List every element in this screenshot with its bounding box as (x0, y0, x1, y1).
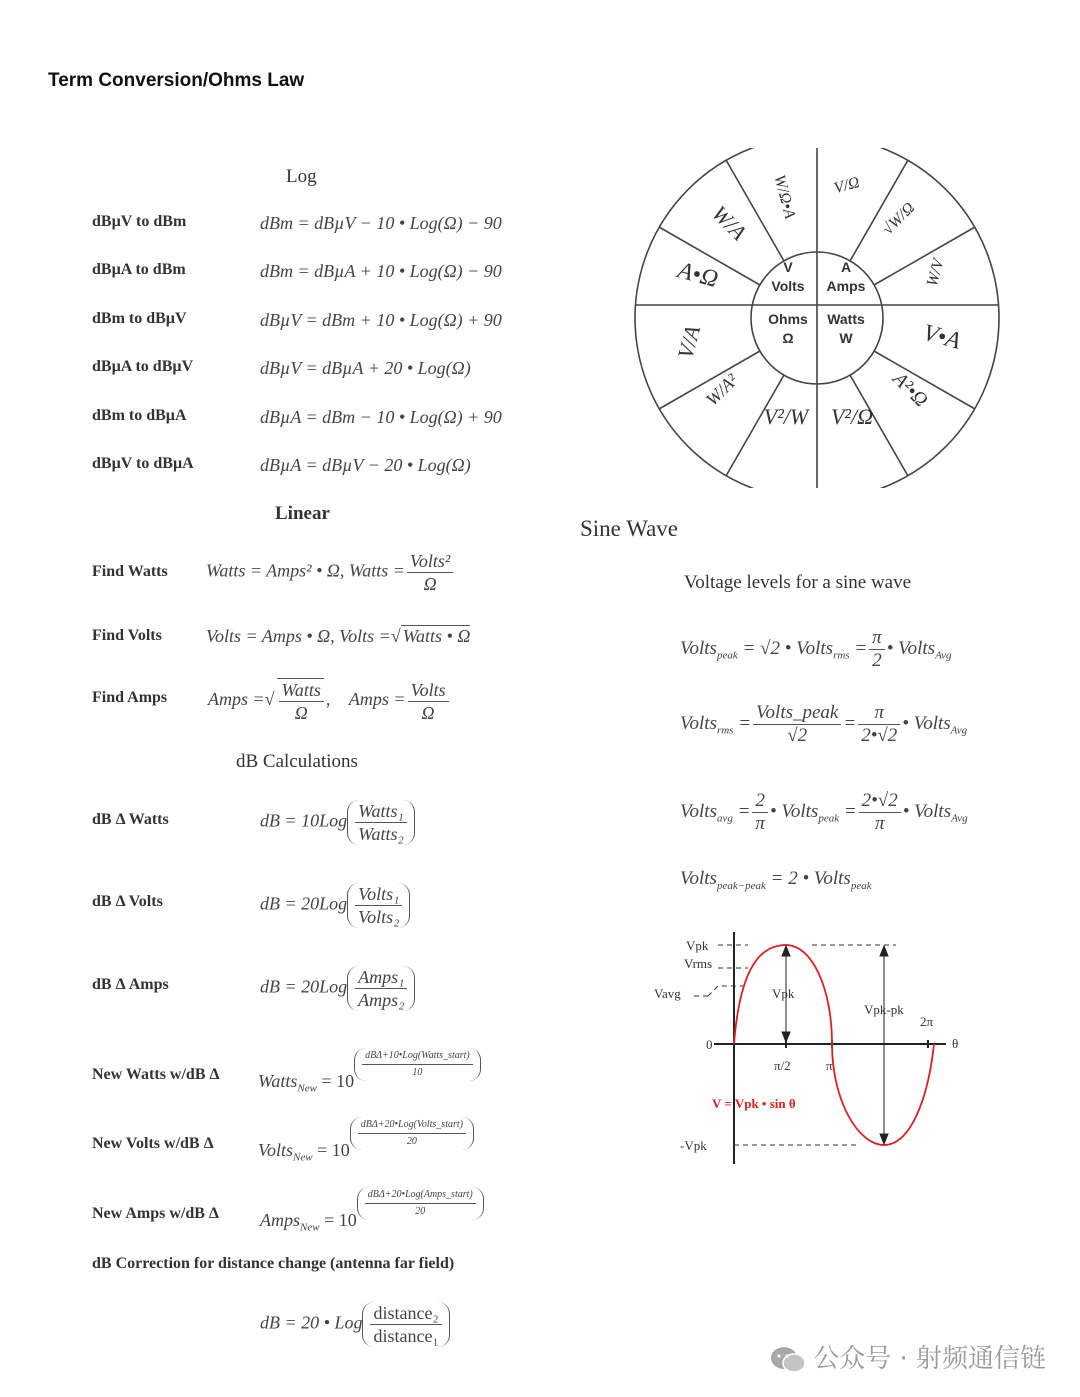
label-pi: π (826, 1058, 833, 1073)
label-zero: 0 (706, 1037, 713, 1052)
log-label-1: dBµV to dBm (92, 213, 187, 230)
db-volts-label: dB Δ Volts (92, 893, 163, 910)
wheel-seg-v2-over-w: V²/W (763, 404, 809, 429)
sine-title: Sine Wave (580, 516, 679, 541)
find-amps-eq: Amps =√ $\frac{\text{Watts}}{\Omega}$ , Amps = $\frac{\text{Volts}}{\Omega}$ (208, 678, 451, 724)
wheel-center-watts: Watts (827, 311, 865, 327)
label-vpk-inner: Vpk (772, 986, 795, 1001)
wheel-seg-a-omega: A•Ω (674, 257, 721, 294)
log-label-5: dBm to dBµA (92, 407, 187, 424)
log-label-2: dBµA to dBm (92, 261, 186, 278)
sine-subtitle: Voltage levels for a sine wave (684, 572, 912, 593)
wheel-center-omega: Ω (782, 330, 794, 346)
sine-eq-4: Volts$_{peak-peak}$ = 2 • Volts$_{peak}$ (680, 868, 872, 892)
wheel-seg-v-a: V•A (920, 319, 964, 355)
wheel-seg-w-over-v: W/V (923, 257, 948, 289)
sine-eq-2: Volts$_{rms}$ = $\frac{\text{Volts\_peak}}{√2}$ = $\frac{\pi}{2•√2}$ • Volts$_{Avg}$ (680, 702, 968, 746)
sine-eq-3: Volts$_{avg}$ = $\frac{2}{\pi}$ • Volts$_{peak}$ = $\frac{2•√2}{\pi}$ • Volts$_{Avg}$ (680, 790, 968, 834)
wheel-seg-w-over-omega-a: W/Ω•A (770, 173, 799, 221)
label-two-pi: 2π (920, 1014, 934, 1029)
linear-heading: Linear (275, 503, 330, 524)
log-label-4: dBµA to dBµV (92, 358, 194, 375)
log-eq-6: dBµA = dBµV − 20 • Log(Ω) (260, 455, 471, 475)
wheel-center-v: V (783, 259, 793, 275)
watermark: 公众号 · 射频通信链 (769, 1338, 1046, 1375)
db-watts-label: dB Δ Watts (92, 811, 169, 828)
new-volts-eq: Volts$_{New}$ = 10 $\frac{\text{dBΔ+20•Log(Volts\_start)}}{20}$ (258, 1117, 474, 1150)
db-amps-eq: dB = 20Log $\frac{\text{Amps₁}}{\text{Amps₂}}$ (260, 966, 415, 1011)
log-heading: Log (286, 166, 317, 187)
wheel-seg-v-over-omega: V/Ω (832, 174, 862, 198)
log-eq-4: dBµV = dBµA + 20 • Log(Ω) (260, 358, 471, 378)
wheel-center-amps: Amps (826, 278, 866, 294)
label-neg-vpk: -Vpk (680, 1138, 707, 1153)
log-label-6: dBµV to dBµA (92, 455, 194, 472)
label-vpk: Vpk (686, 938, 709, 953)
wechat-icon (769, 1345, 807, 1375)
find-watts-label: Find Watts (92, 563, 168, 580)
wheel-seg-sqrt-w-over-omega: √W/Ω (879, 199, 919, 239)
sine-eq-1: Volts$_{peak}$ = √2 • Volts$_{rms}$ = $\frac{\pi}{2}$ • Volts$_{Avg}$ (680, 627, 952, 671)
log-eq-1: dBm = dBµV − 10 • Log(Ω) − 90 (260, 213, 502, 233)
wheel-seg-w-over-a2: W/A² (701, 369, 742, 410)
new-watts-label: New Watts w/dB Δ (92, 1066, 220, 1083)
find-volts-label: Find Volts (92, 627, 162, 644)
wheel-seg-v-over-a: V/A (672, 322, 706, 362)
ohms-law-wheel (630, 148, 1006, 488)
log-eq-2: dBm = dBµA + 10 • Log(Ω) − 90 (260, 261, 502, 281)
wheel-seg-v2-over-omega: V²/Ω (830, 404, 874, 429)
wheel-seg-w-over-a: W/A (707, 200, 752, 245)
wheel-center-ohms: Ohms (768, 311, 808, 327)
db-amps-label: dB Δ Amps (92, 976, 169, 993)
find-watts-eq: Watts = Amps² • Ω, Watts = $\frac{\text{Volts²}}{\Omega}$ (206, 550, 455, 595)
page-title: Term Conversion/Ohms Law (48, 70, 305, 91)
new-watts-eq: Watts$_{New}$ = 10 $\frac{\text{dBΔ+10•Log(Watts\_start)}}{10}$ (258, 1048, 481, 1081)
new-volts-label: New Volts w/dB Δ (92, 1135, 214, 1152)
label-vavg: Vavg (654, 986, 681, 1001)
log-eq-3: dBµV = dBm + 10 • Log(Ω) + 90 (260, 310, 502, 330)
wheel-center-volts: Volts (771, 278, 805, 294)
db-calc-heading: dB Calculations (236, 751, 358, 772)
wheel-center-w: W (839, 330, 853, 346)
find-volts-eq: Volts = Amps • Ω, Volts =√ Watts • Ω (206, 626, 471, 646)
label-theta: θ (952, 1036, 959, 1051)
label-vrms: Vrms (684, 956, 713, 971)
log-label-3: dBm to dBµV (92, 310, 187, 327)
label-pi-half: π/2 (774, 1058, 791, 1073)
distance-heading: dB Correction for distance change (antenna far field) (92, 1255, 455, 1272)
log-eq-5: dBµA = dBm − 10 • Log(Ω) + 90 (260, 407, 502, 427)
db-watts-eq: dB = 10Log $\frac{\text{Watts₁}}{\text{Watts₂}}$ (260, 800, 415, 845)
sine-wave-diagram (648, 928, 978, 1168)
distance-eq: dB = 20 • Log $\frac{\text{distance₂}}{\text{distance₁}}$ (260, 1302, 450, 1347)
db-volts-eq: dB = 20Log $\frac{\text{Volts₁}}{\text{Volts₂}}$ (260, 883, 410, 928)
label-vpk-pk: Vpk-pk (864, 1002, 904, 1017)
wheel-center-a: A (840, 259, 852, 275)
new-amps-eq: Amps$_{New}$ = 10 $\frac{\text{dBΔ+20•Log(Amps\_start)}}{20}$ (260, 1187, 484, 1220)
new-amps-label: New Amps w/dB Δ (92, 1205, 219, 1222)
sine-formula: V = Vpk • sin θ (712, 1096, 796, 1111)
find-amps-label: Find Amps (92, 689, 168, 706)
wheel-seg-a2-omega: A²•Ω (888, 367, 933, 412)
